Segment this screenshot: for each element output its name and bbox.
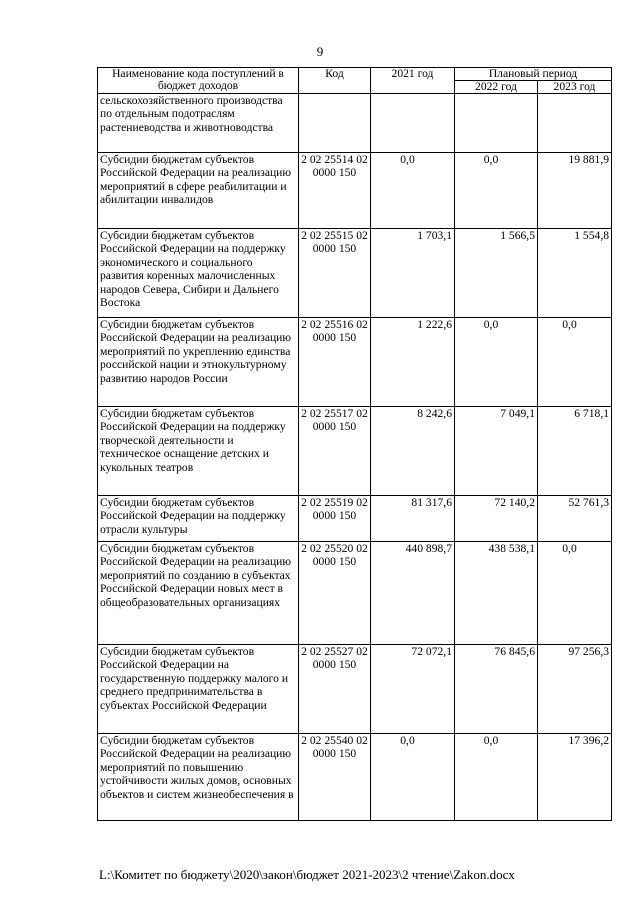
row-value-2023: 0,0 — [538, 542, 612, 645]
row-value-2023: 1 554,8 — [538, 229, 612, 318]
row-value-2021: 0,0 — [371, 734, 455, 821]
header-2021: 2021 год — [371, 68, 455, 94]
row-name: Субсидии бюджетам субъектов Российской Федерации на поддержку творческой деятельности и техническое оснащение детских и кукольных театров — [98, 407, 299, 496]
header-plan-period: Плановый период — [455, 68, 612, 81]
row-code: 2 02 25519 02 0000 150 — [299, 496, 371, 542]
budget-revenue-table — [97, 67, 612, 821]
row-name: Субсидии бюджетам субъектов Российской Федерации на поддержку отрасли культуры — [98, 496, 299, 542]
row-value-2023: 52 761,3 — [538, 496, 612, 542]
footer-file-path: L:\Комитет по бюджету\2020\закон\бюджет 2021-2023\2 чтение\Zakon.docx — [99, 867, 515, 882]
row-value-2021: 440 898,7 — [371, 542, 455, 645]
row-value-2021: 72 072,1 — [371, 645, 455, 734]
row-code: 2 02 25540 02 0000 150 — [299, 734, 371, 821]
row-value-2022 — [455, 94, 538, 153]
row-name: сельскохозяйственного производства по отдельным подотраслям растениеводства и животноводства — [98, 94, 299, 153]
header-2022: 2022 год — [455, 81, 538, 94]
row-value-2022: 0,0 — [455, 734, 538, 821]
row-value-2023 — [538, 94, 612, 153]
row-value-2023: 0,0 — [538, 318, 612, 407]
row-value-2022: 7 049,1 — [455, 407, 538, 496]
header-code: Код — [299, 68, 371, 94]
header-2023: 2023 год — [538, 81, 612, 94]
row-code: 2 02 25514 02 0000 150 — [299, 153, 371, 229]
row-value-2023: 17 396,2 — [538, 734, 612, 821]
table-row — [98, 734, 612, 821]
row-code — [299, 94, 371, 153]
row-value-2022: 1 566,5 — [455, 229, 538, 318]
row-name: Субсидии бюджетам субъектов Российской Федерации на реализацию мероприятий по повышению устойчивости жилых домов, основных объектов и систем жизнеобеспечения в — [98, 734, 299, 821]
row-code: 2 02 25516 02 0000 150 — [299, 318, 371, 407]
table-row — [98, 645, 612, 734]
row-value-2023: 97 256,3 — [538, 645, 612, 734]
row-code: 2 02 25520 02 0000 150 — [299, 542, 371, 645]
row-value-2023: 6 718,1 — [538, 407, 612, 496]
row-value-2021: 1 703,1 — [371, 229, 455, 318]
row-value-2021: 0,0 — [371, 153, 455, 229]
row-value-2022: 438 538,1 — [455, 542, 538, 645]
table-row — [98, 407, 612, 496]
row-code: 2 02 25515 02 0000 150 — [299, 229, 371, 318]
row-value-2022: 0,0 — [455, 318, 538, 407]
row-value-2022: 76 845,6 — [455, 645, 538, 734]
table-header-row — [98, 68, 612, 81]
row-value-2023: 19 881,9 — [538, 153, 612, 229]
row-name: Субсидии бюджетам субъектов Российской Федерации на реализацию мероприятий по укреплению единства российской нации и этнокультурному развитию народов России — [98, 318, 299, 407]
row-name: Субсидии бюджетам субъектов Российской Федерации на реализацию мероприятий по созданию в субъектах Российской Федерации новых мест в общеобразовательных организациях — [98, 542, 299, 645]
table-row — [98, 153, 612, 229]
row-name: Субсидии бюджетам субъектов Российской Федерации на поддержку экономического и социального развития коренных малочисленных народов Севера, Сибири и Дальнего Востока — [98, 229, 299, 318]
table-row — [98, 542, 612, 645]
table-row — [98, 496, 612, 542]
row-value-2021: 81 317,6 — [371, 496, 455, 542]
row-code: 2 02 25527 02 0000 150 — [299, 645, 371, 734]
page-number: 9 — [316, 44, 324, 59]
table-row — [98, 94, 612, 153]
row-value-2021: 1 222,6 — [371, 318, 455, 407]
row-value-2022: 0,0 — [455, 153, 538, 229]
row-value-2021: 8 242,6 — [371, 407, 455, 496]
row-name: Субсидии бюджетам субъектов Российской Федерации на государственную поддержку малого и среднего предпринимательства в субъектах Российской Федерации — [98, 645, 299, 734]
row-name: Субсидии бюджетам субъектов Российской Федерации на реализацию мероприятий в сфере реабилитации и абилитации инвалидов — [98, 153, 299, 229]
row-value-2021 — [371, 94, 455, 153]
table-row — [98, 318, 612, 407]
row-value-2022: 72 140,2 — [455, 496, 538, 542]
header-name: Наименование кода поступлений в бюджет доходов — [98, 68, 299, 94]
table-row — [98, 229, 612, 318]
row-code: 2 02 25517 02 0000 150 — [299, 407, 371, 496]
